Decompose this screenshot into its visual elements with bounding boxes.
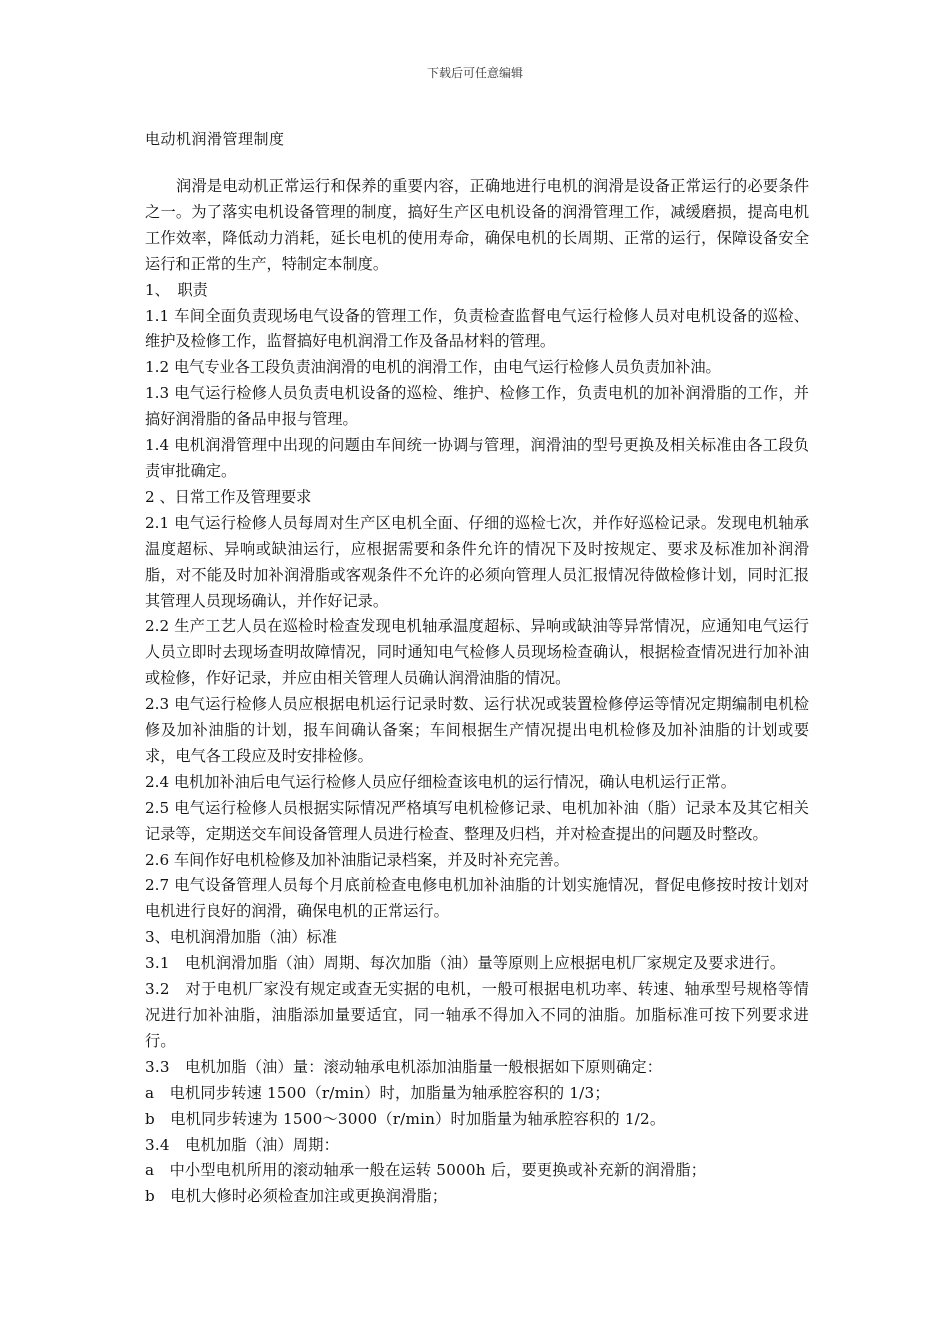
section-heading-2: 2 、日常工作及管理要求	[145, 487, 312, 506]
page-header: 下载后可任意编辑	[426, 66, 523, 80]
document-title: 电动机润滑管理制度	[145, 130, 285, 148]
clause-1-3: 1.3 电气运行检修人员负责电机设备的巡检、维护、检修工作，负责电机的加补润滑脂的工作，并搞好润滑脂的备品申报与管理。	[145, 384, 809, 429]
clause-3-3: 3.3 电机加脂（油）量：滚动轴承电机添加油脂量一般根据如下原则确定：	[145, 1057, 663, 1076]
clause-2-7: 2.7 电气设备管理人员每个月底前检查电修电机加补油脂的计划实施情况，督促电修按时按计划对电机进行良好的润滑，确保电机的正常运行。	[145, 876, 809, 921]
clause-2-2: 2.2 生产工艺人员在巡检时检查发现电机轴承温度超标、异响或缺油等异常情况，应通知电气运行人员立即时去现场查明故障情况，同时通知电气检修人员现场检查确认，根据检查情况进行加补油或检修，作好记录，并应由相关管理人员确认润滑油脂的情况。	[145, 617, 809, 688]
clause-3-4: 3.4 电机加脂（油）周期：	[145, 1135, 340, 1154]
clause-2-6: 2.6 车间作好电机检修及加补油脂记录档案，并及时补充完善。	[145, 850, 569, 869]
section-heading-3: 3、电机润滑加脂（油）标准	[145, 928, 337, 947]
clause-3-1: 3.1 电机润滑加脂（油）周期、每次加脂（油）量等原则上应根据电机厂家规定及要求进行。	[145, 954, 786, 973]
list-item-3-3-a: a 电机同步转速 1500（r/min）时，加脂量为轴承腔容积的 1/3；	[145, 1083, 610, 1102]
list-item-3-4-b: b 电机大修时必须检查加注或更换润滑脂；	[145, 1187, 448, 1206]
section-heading-1: 1、 职责	[145, 280, 208, 299]
clause-2-4: 2.4 电机加补油后电气运行检修人员应仔细检查该电机的运行情况，确认电机运行正常。	[145, 772, 736, 791]
clause-3-2: 3.2 对于电机厂家没有规定或查无实据的电机，一般可根据电机功率、转速、轴承型号规格等情况进行加补油脂，油脂添加量要适宜，同一轴承不得加入不同的油脂。加脂标准可按下列要求进行。	[145, 980, 809, 1050]
clause-1-2: 1.2 电气专业各工段负责油润滑的电机的润滑工作，由电气运行检修人员负责加补油。	[145, 358, 721, 377]
clause-1-1: 1.1 车间全面负责现场电气设备的管理工作，负责检查监督电气运行检修人员对电机设备的巡检、维护及检修工作，监督搞好电机润滑工作及备品材料的管理。	[145, 306, 809, 351]
intro-paragraph: 润滑是电动机正常运行和保养的重要内容，正确地进行电机的润滑是设备正常运行的必要条件之一。为了落实电机设备管理的制度，搞好生产区电机设备的润滑管理工作，减缓磨损，提高电机工作效率，降低动力消耗，延长电机的使用寿命，确保电机的长周期、正常的运行，保障设备安全运行和正常的生产，特制定本制度。	[145, 177, 809, 273]
clause-1-4: 1.4 电机润滑管理中出现的问题由车间统一协调与管理，润滑油的型号更换及相关标准由各工段负责审批确定。	[145, 436, 809, 480]
clause-2-1: 2.1 电气运行检修人员每周对生产区电机全面、仔细的巡检七次，并作好巡检记录。发现电机轴承温度超标、异响或缺油运行，应根据需要和条件允许的情况下及时按规定、要求及标准加补润滑脂，对不能及时加补润滑脂或客观条件不允许的必须向管理人员汇报情况待做检修计划，同时汇报其管理人员现场确认，并作好记录。	[145, 513, 809, 610]
list-item-3-4-a: a 中小型电机所用的滚动轴承一般在运转 5000h 后，要更换或补充新的润滑脂；	[145, 1161, 707, 1180]
list-item-3-3-b: b 电机同步转速为 1500～3000（r/min）时加脂量为轴承腔容积的 1/2。	[145, 1109, 666, 1128]
clause-2-5: 2.5 电气运行检修人员根据实际情况严格填写电机检修记录、电机加补油（脂）记录本及其它相关记录等，定期送交车间设备管理人员进行检查、整理及归档，并对检查提出的问题及时整改。	[145, 798, 809, 843]
document-body	[145, 174, 809, 1210]
clause-2-3: 2.3 电气运行检修人员应根据电机运行记录时数、运行状况或装置检修停运等情况定期编制电机检修及加补油脂的计划，报车间确认备案；车间根据生产情况提出电机检修及加补油脂的计划或要求，电气各工段应及时安排检修。	[145, 695, 809, 765]
